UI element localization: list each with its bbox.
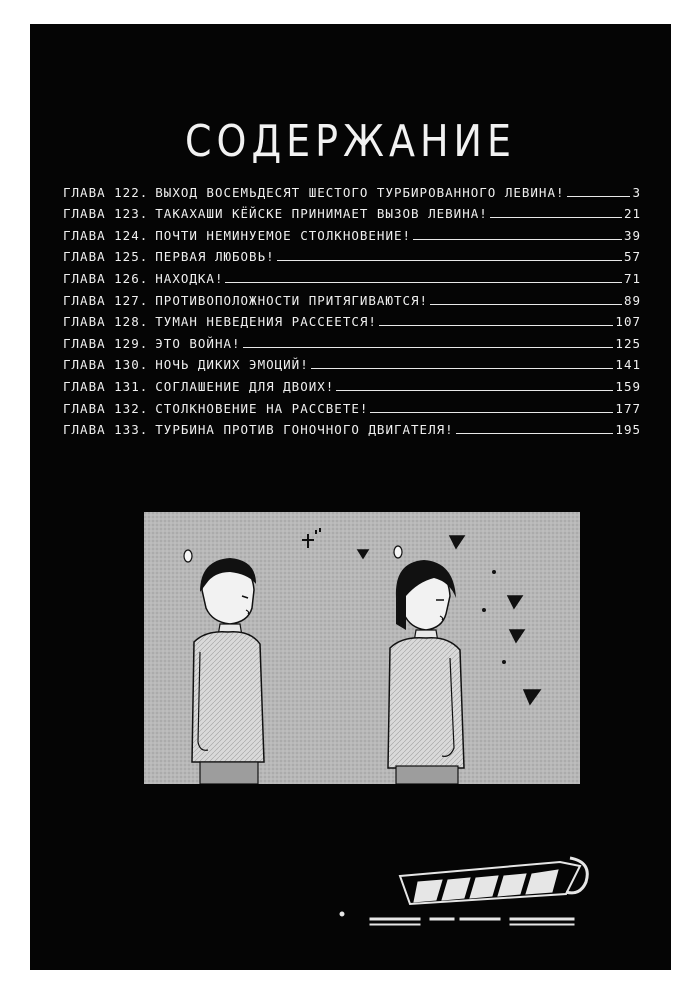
contents-title: СОДЕРЖАНИЕ xyxy=(185,116,516,167)
chapter-title: ТУМАН НЕВЕДЕНИЯ РАССЕЕТСЯ! xyxy=(155,314,377,330)
two-figures-drawing xyxy=(144,512,580,784)
chapter-entry[interactable] xyxy=(63,329,641,351)
chapter-number: ГЛАВА 133. xyxy=(63,422,149,438)
chapter-page: 71 xyxy=(623,270,641,286)
chapter-number: ГЛАВА 128. xyxy=(63,314,149,330)
chapter-title: ТАКАХАШИ КЁЙСКЕ ПРИНИМАЕТ ВЫЗОВ ЛЕВИНА! xyxy=(155,206,488,222)
chapter-title: ТУРБИНА ПРОТИВ ГОНОЧНОГО ДВИГАТЕЛЯ! xyxy=(155,422,454,438)
dot-leader xyxy=(370,412,613,413)
dot-leader xyxy=(311,368,614,369)
chapter-entry[interactable] xyxy=(63,286,641,308)
chapter-title: ВЫХОД ВОСЕМЬДЕСЯТ ШЕСТОГО ТУРБИРОВАННОГО ЛЕВИНА! xyxy=(155,184,565,200)
dot-leader xyxy=(225,282,621,283)
chapter-number: ГЛАВА 132. xyxy=(63,400,149,416)
dot-leader xyxy=(430,304,622,305)
chapter-entry[interactable] xyxy=(63,221,641,243)
chapter-title: ПРОТИВОПОЛОЖНОСТИ ПРИТЯГИВАЮТСЯ! xyxy=(155,292,429,308)
chapter-entry[interactable] xyxy=(63,394,641,416)
chapter-number: ГЛАВА 131. xyxy=(63,378,149,394)
chapter-page: 39 xyxy=(623,227,641,243)
chapter-page: 89 xyxy=(623,292,641,308)
chapter-title: ЭТО ВОЙНА! xyxy=(155,335,241,351)
dot-leader xyxy=(456,433,614,434)
chapter-page: 177 xyxy=(615,400,641,416)
dot-leader xyxy=(277,260,622,261)
chapter-entry[interactable] xyxy=(63,416,641,438)
chapter-entry[interactable] xyxy=(63,264,641,286)
logo-artwork xyxy=(330,856,630,946)
chapter-page: 195 xyxy=(615,422,641,438)
chapter-entry[interactable] xyxy=(63,243,641,265)
chapter-number: ГЛАВА 124. xyxy=(63,227,149,243)
dot-leader xyxy=(567,196,631,197)
chapter-page: 125 xyxy=(615,335,641,351)
chapter-title: НОЧЬ ДИКИХ ЭМОЦИЙ! xyxy=(155,357,309,373)
chapter-page: 21 xyxy=(623,206,641,222)
chapter-title: НАХОДКА! xyxy=(155,270,224,286)
chapter-entry[interactable] xyxy=(63,178,641,200)
chapter-page: 141 xyxy=(615,357,641,373)
dot-leader xyxy=(243,347,614,348)
chapter-entry[interactable] xyxy=(63,372,641,394)
boy-figure xyxy=(192,558,264,784)
chapter-number: ГЛАВА 127. xyxy=(63,292,149,308)
chapter-entry[interactable] xyxy=(63,308,641,330)
chapter-page: 159 xyxy=(615,378,641,394)
chapter-title: СТОЛКНОВЕНИЕ НА РАССВЕТЕ! xyxy=(155,400,369,416)
chapter-page: 107 xyxy=(615,314,641,330)
manga-illustration xyxy=(144,512,580,784)
chapter-page: 57 xyxy=(623,249,641,265)
chapter-title: СОГЛАШЕНИЕ ДЛЯ ДВОИХ! xyxy=(155,378,335,394)
chapter-entry[interactable] xyxy=(63,351,641,373)
dot-leader xyxy=(379,325,613,326)
chapter-number: ГЛАВА 123. xyxy=(63,206,149,222)
chapter-title: ПОЧТИ НЕМИНУЕМОЕ СТОЛКНОВЕНИЕ! xyxy=(155,227,412,243)
dot-leader xyxy=(413,239,622,240)
chapter-number: ГЛАВА 125. xyxy=(63,249,149,265)
chapter-title: ПЕРВАЯ ЛЮБОВЬ! xyxy=(155,249,275,265)
chapter-number: ГЛАВА 130. xyxy=(63,357,149,373)
chapter-entry[interactable] xyxy=(63,200,641,222)
chapter-number: ГЛАВА 126. xyxy=(63,270,149,286)
dot-leader xyxy=(336,390,613,391)
chapter-number: ГЛАВА 129. xyxy=(63,335,149,351)
chapter-number: ГЛАВА 122. xyxy=(63,184,149,200)
dot-leader xyxy=(490,217,622,218)
chapter-list xyxy=(63,178,641,437)
series-logo xyxy=(330,856,630,946)
chapter-page: 3 xyxy=(632,184,641,200)
contents-page xyxy=(30,24,671,970)
